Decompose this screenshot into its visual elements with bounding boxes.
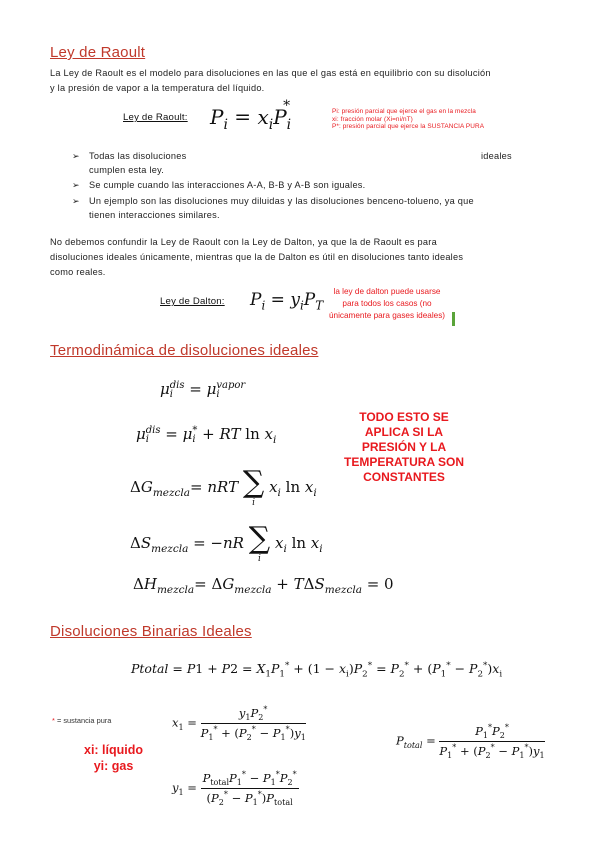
- raoult-notes: [332, 108, 484, 131]
- bullet-3-text-a: Un ejemplo son las disoluciones muy diluidas y las disoluciones benceno-tolueno, ya que: [89, 196, 474, 206]
- ptotal-y-formula: $P_{total}$ = $\frac{P_1^*P_2^*}{P_1^* + (P_2^* - P_1^*)y_1}$: [396, 723, 545, 761]
- chem-potential-formula: μ dis i = μ * i + RT $\ln x_i$: [136, 425, 277, 446]
- vapor-superscript: vapor: [216, 380, 246, 391]
- raoult-note-3: P*: presión parcial que ejerce la SUSTANCIA PURA: [332, 123, 485, 131]
- dalton-line-1: No debemos confundir la Ley de Raoult con la Ley de Dalton, ya que la de Raoult es para: [50, 237, 437, 247]
- dalton-note-line-1: la ley de dalton puede usarse: [333, 287, 441, 296]
- section-title-thermo: Termodinámica de disoluciones ideales: [50, 342, 319, 359]
- highlight-marker: [452, 312, 455, 326]
- ptotal-symbol: Ptotal: [131, 661, 169, 677]
- dalton-note-line-3: únicamente para gases ideales): [328, 311, 446, 320]
- bullet-1-text-c: cumplen esta ley.: [89, 165, 165, 175]
- dalton-note: [318, 286, 456, 322]
- dalton-line-3: como reales.: [50, 267, 106, 277]
- bullet-3-text-c: tienen interacciones similares.: [89, 210, 220, 220]
- raoult-note-1: Pi: presión parcial que ejerce el gas en la mezcla: [332, 108, 476, 115]
- star-marker-icon: *: [52, 716, 55, 725]
- dis-superscript: dis: [169, 380, 185, 391]
- star-legend: * = sustancia pura: [52, 716, 112, 725]
- dalton-paragraph: [50, 235, 570, 280]
- thermo-conditions-note: [338, 410, 470, 485]
- x1-formula: $x_1$ = $\frac{y_1P_2^*}{P_1^* + (P_2^* - P_1^*)y_1}$: [172, 705, 306, 743]
- section-title-binary: Disoluciones Binarias Ideales: [50, 623, 252, 640]
- thermo-note-line-5: CONSTANTES: [363, 470, 445, 484]
- thermo-note-line-1: TODO ESTO SE: [359, 410, 449, 424]
- bullet-2-text: Se cumple cuando las interacciones A-A, B-B y A-B son iguales.: [89, 180, 366, 190]
- section-title-raoult: Ley de Raoult: [50, 44, 146, 61]
- yi-legend: yi: gas: [93, 759, 134, 773]
- phase-legend: [84, 742, 143, 774]
- dalton-formula-label: Ley de Dalton:: [160, 296, 225, 307]
- chem-potential-equilibrium: μ dis i = μ vapor i: [160, 380, 246, 400]
- ln-operator: ln: [245, 425, 260, 443]
- bullet-arrow-icon: ➢: [72, 180, 80, 190]
- raoult-intro-line-1: La Ley de Raoult es el modelo para disoluciones en las que el gas está en equilibrio con su disolución: [50, 68, 491, 78]
- gibbs-mixing-formula: $\Delta G_{mezcla}=$ nRT ∑ i $x_i$ $\ln x_i$: [130, 465, 317, 508]
- dalton-formula: $P_i = y_iP_T$: [250, 290, 324, 313]
- raoult-intro-line-2: y la presión de vapor a la temperatura del líquido.: [50, 83, 265, 93]
- y1-formula: $y_1$ = $\frac{P_{total}P_1^* - P_1^*P_2^*}{(P_2^* - P_1^*)P_{total}}$: [172, 770, 297, 808]
- bullet-1-text-b: ideales: [481, 151, 512, 161]
- bullet-arrow-icon: ➢: [72, 196, 80, 206]
- total-subscript: total: [403, 740, 423, 750]
- raoult-formula-label: Ley de Raoult:: [123, 112, 188, 123]
- bullet-1-text-a: Todas las disoluciones: [89, 151, 187, 161]
- total-pressure-formula: Ptotal = $P1 + P2 = X_1P_1^* + (1 - x_i)P_2^* = P_2^* + (P_1^* - P_2^*)x_i$: [131, 661, 503, 680]
- raoult-note-2: xi: fracción molar (Xi=ni/nT): [332, 115, 413, 123]
- thermo-note-line-3: PRESIÓN Y LA: [361, 440, 447, 454]
- raoult-formula: $P_i = x_iP_i^*$: [210, 98, 292, 133]
- dalton-note-line-2: para todos los casos (no: [342, 299, 432, 308]
- mezcla-subscript: mezcla: [152, 487, 191, 499]
- enthalpy-mixing-formula: $\Delta H_{mezcla}= \Delta G_{mezcla} + T\Delta S_{mezcla} = 0$: [133, 575, 394, 596]
- thermo-note-line-2: APLICA SI LA: [364, 425, 444, 439]
- raoult-intro: [50, 66, 570, 96]
- thermo-note-line-4: TEMPERATURA SON: [344, 455, 464, 469]
- bullet-arrow-icon: ➢: [72, 151, 80, 161]
- entropy-mixing-formula: $\Delta S_{mezcla} = -nR$ ∑ i $x_i$ $\ln x_i$: [130, 521, 323, 564]
- dalton-line-2: disoluciones ideales únicamente, mientras que la de Dalton es útil en disoluciones tanto ideales: [50, 252, 464, 262]
- xi-legend: xi: líquido: [84, 743, 144, 757]
